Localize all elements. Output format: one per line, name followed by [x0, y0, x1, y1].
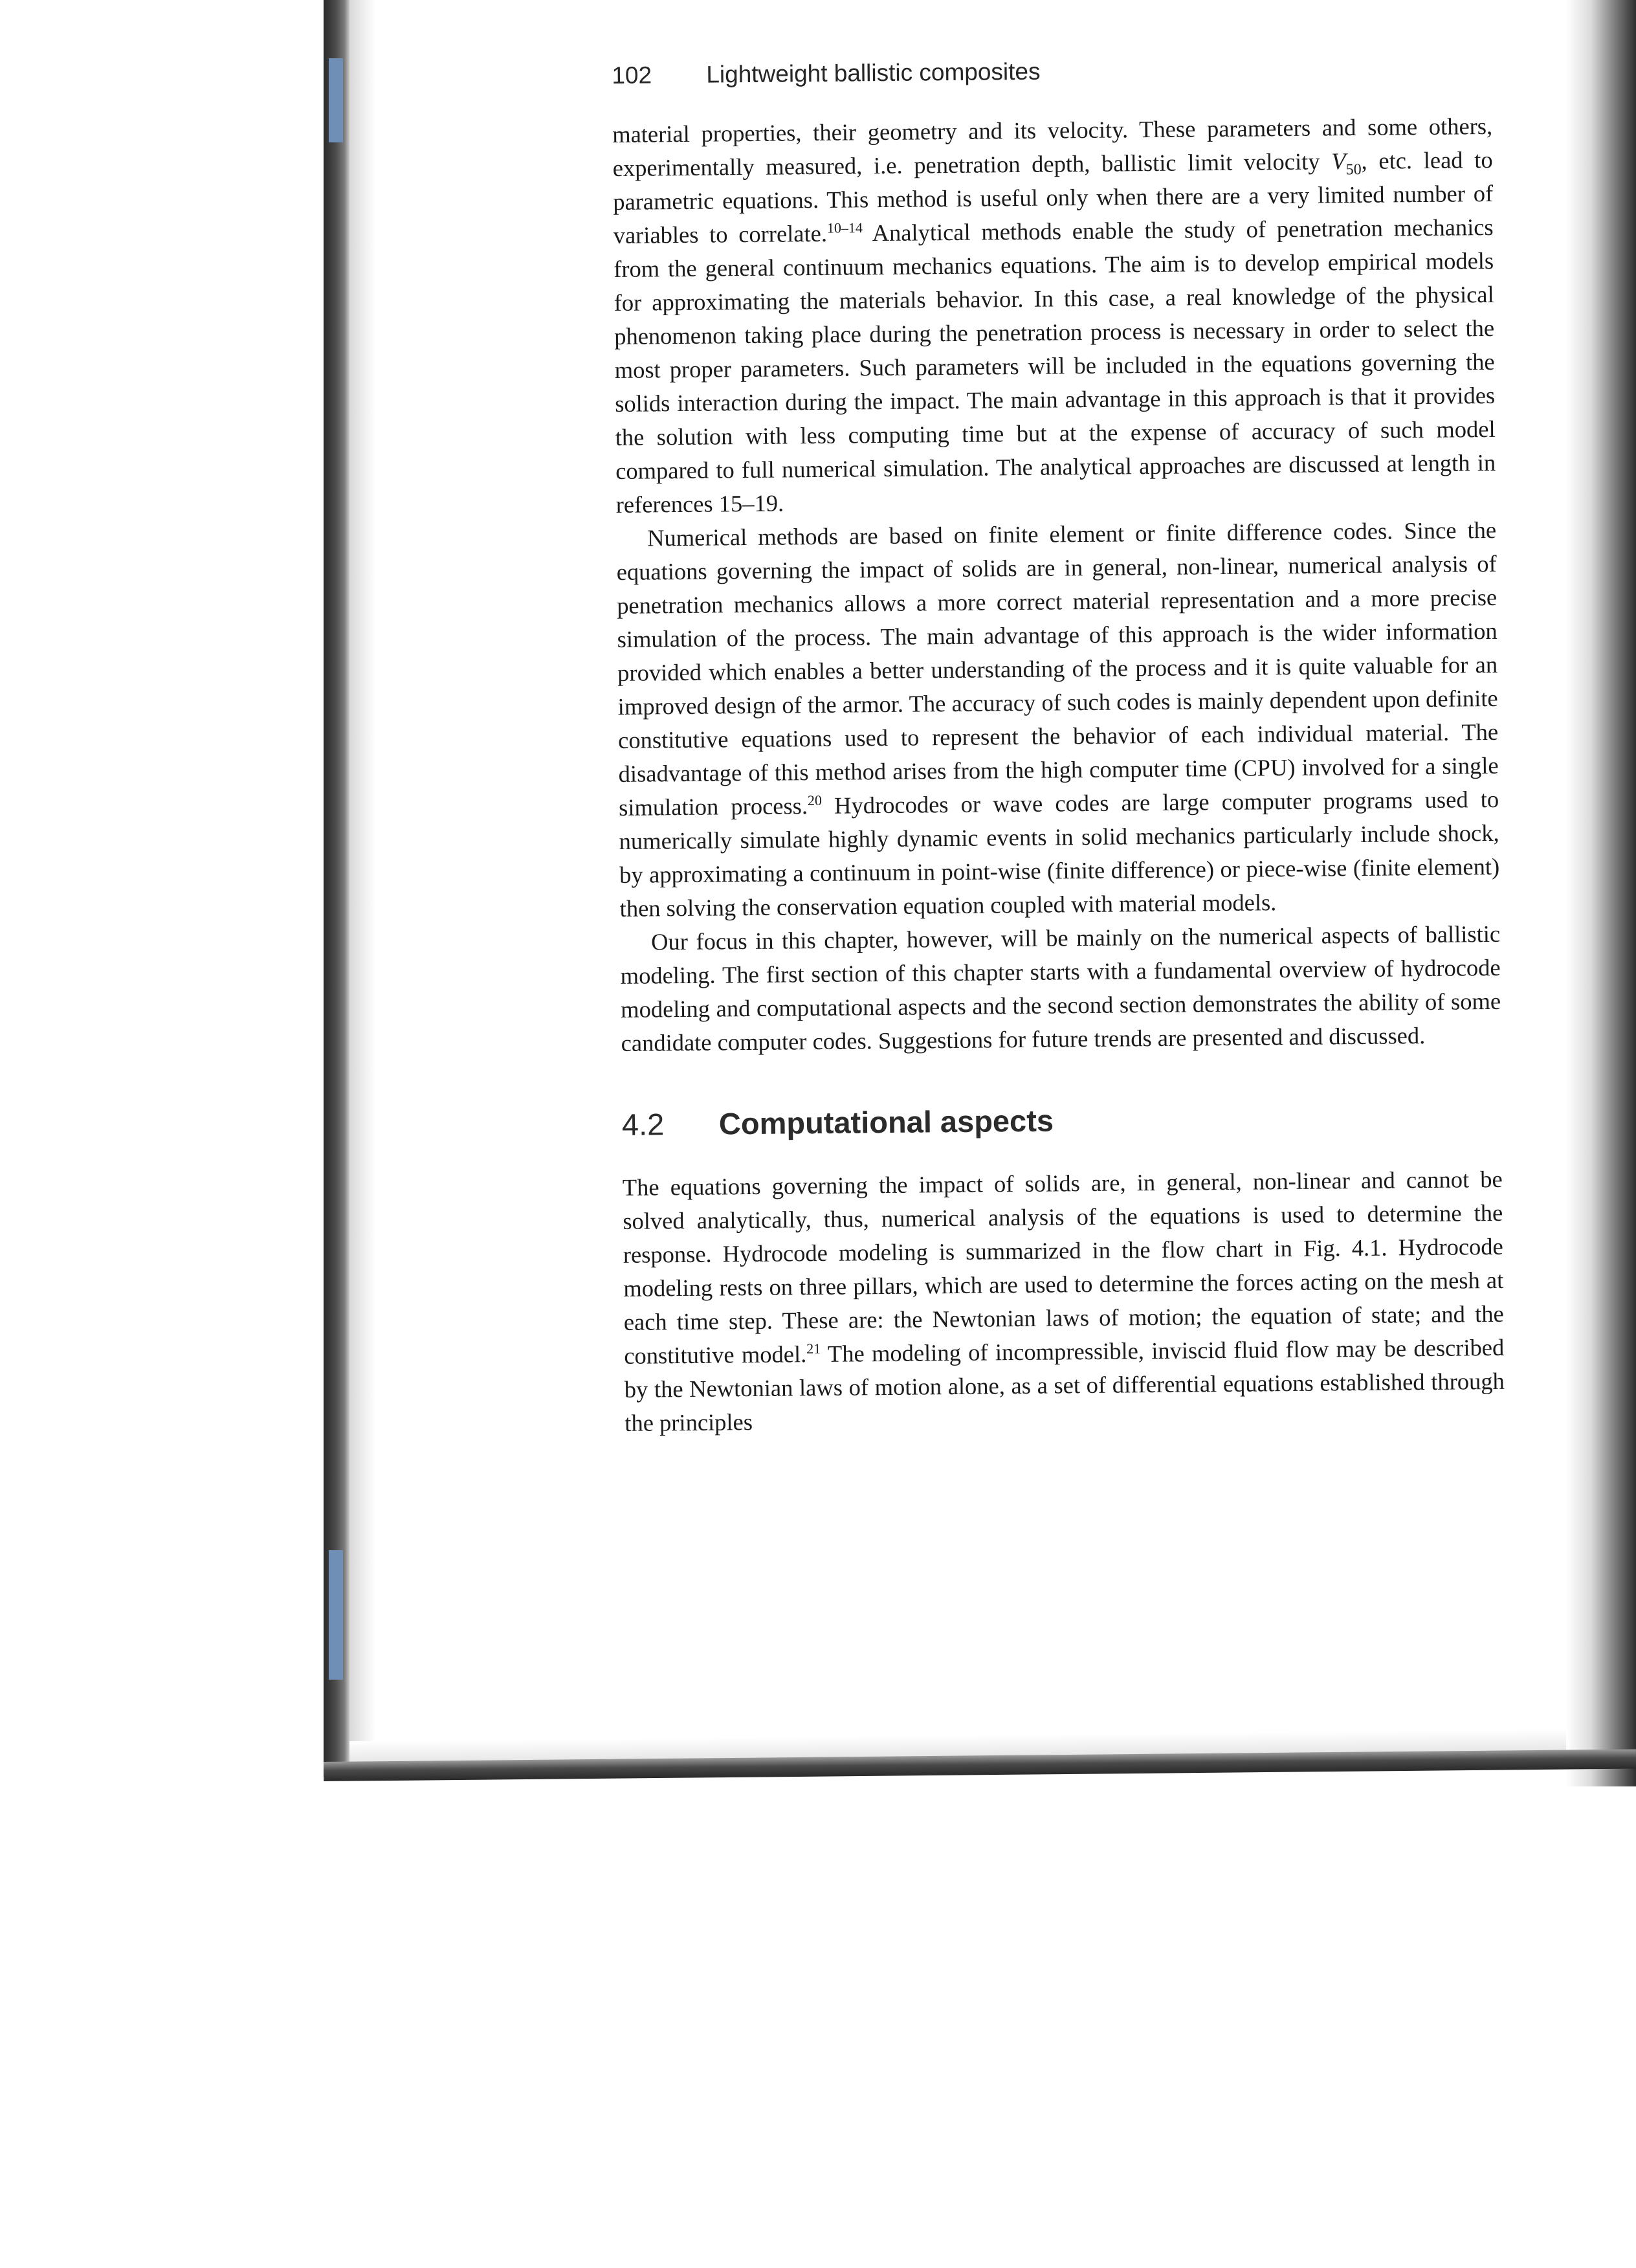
paragraph-text: The equations governing the impact of solids are, in general, non-linear and cannot be solved analytically, thus, numerical analysis of the equations is used to determine the response. Hydrocode modeling is summarized in the flow chart in Fig. 4.1. Hydrocode modeling rests on three pillars, which are used to determine the forces acting on the mesh at each time step. These are: the Newtonian laws of motion; the equation of state; and the constitutive model. — [622, 1165, 1504, 1369]
variable-subscript: 50 — [1345, 161, 1362, 179]
section-number: 4.2 — [621, 1107, 665, 1142]
paragraph-text: , etc. lead to parametric equations. This method is useful only when there are a very limited number of variables to correlate. — [613, 146, 1494, 249]
book-binding-edge — [324, 0, 349, 1777]
paragraph-text: Analytical methods enable the study of penetration mechanics from the general continuum mechanics equations. The aim is to develop empirical models for approximating the materials behavior. In this case, a real knowledge of the physical phenomenon taking place during the penetration process is necessary in order to select the most proper parameters. Such parameters will be included in the equations governing the solids interaction during the impact. The main advantage in this approach is that it provides the solution with less computing time but at the expense of accuracy of such model compared to full numerical simulation. The analytical approaches are discussed at length in references 15–19. — [614, 213, 1496, 518]
binding-color-strip-bottom — [329, 1550, 343, 1680]
page-number: 102 — [612, 61, 652, 89]
variable-v: V — [1331, 148, 1346, 175]
body-paragraph-4 — [623, 1162, 1505, 1440]
citation-superscript: 10–14 — [826, 219, 863, 236]
running-title: Lightweight ballistic composites — [706, 58, 1041, 88]
body-paragraph-1 — [612, 109, 1496, 522]
citation-superscript: 21 — [806, 1340, 821, 1357]
paragraph-text: Numerical methods are based on finite element or finite difference codes. Since the equations governing the impact of solids are in general, non-linear, numerical analysis of penetration mechanics allows a more correct material representation and a more precise simulation of the process. The main advantage of this approach is the wider information provided which enables a better understanding of the process and it is quite valuable for an improved design of the armor. The accuracy of such codes is mainly dependent upon definite constitutive equations used to represent the behavior of each individual material. The disadvantage of this method arises from the high computer time (CPU) involved for a single simulation process. — [616, 516, 1499, 821]
body-paragraph-3: Our focus in this chapter, however, will be mainly on the numerical aspects of ballistic modeling. The first section of this chapter starts with a fundamental overview of hydrocode modeling and computational aspects and the second section demonstrates the ability of some candidate computer codes. Suggestions for future trends are presented and discussed. — [620, 920, 1501, 1056]
page-right-edge-shadow — [1566, 0, 1636, 1786]
paragraph-text: material properties, their geometry and its velocity. These parameters and some others, experimentally measured, i.e. penetration depth, ballistic limit velocity — [612, 112, 1493, 181]
page-content — [612, 45, 1505, 1440]
paragraph-text: The modeling of incompressible, inviscid fluid flow may be described by the Newtonian laws of motion alone, as a set of differential equations established through the principles — [624, 1333, 1505, 1436]
gutter-shadow — [349, 0, 375, 1777]
paragraph-text: Hydrocodes or wave codes are large computer programs used to numerically simulate highly dynamic events in solid mechanics particularly include shock, by approximating a continuum in point-wise (finite difference) or piece-wise (finite element) then solving the conservation equation coupled with material models. — [619, 785, 1500, 922]
section-heading — [622, 1098, 1502, 1142]
binding-color-strip-top — [329, 58, 343, 142]
section-title: Computational aspects — [718, 1103, 1054, 1141]
running-header — [612, 54, 1492, 89]
body-paragraph-2 — [616, 513, 1500, 926]
citation-superscript: 20 — [807, 792, 823, 808]
